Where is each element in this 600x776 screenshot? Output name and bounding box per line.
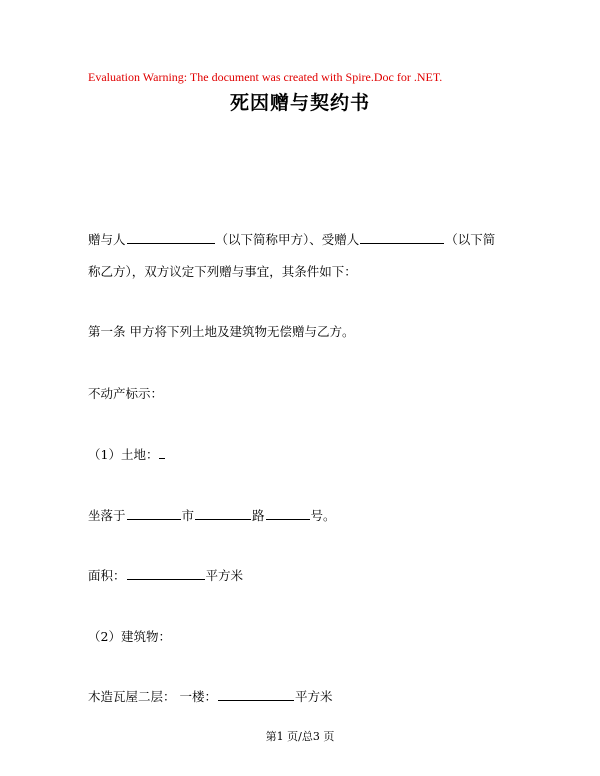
area-unit: 平方米: [205, 568, 244, 583]
wood-building-unit: 平方米: [294, 689, 333, 704]
donor-name-blank[interactable]: [127, 232, 215, 244]
area-label: 面积：: [88, 568, 126, 583]
building-label: （2）建筑物：: [88, 629, 171, 644]
donor-alias-text: （以下简称甲方）、受赠人: [215, 232, 360, 247]
evaluation-warning: Evaluation Warning: The document was created with Spire.Doc for .NET.: [88, 70, 443, 84]
area-blank[interactable]: [127, 568, 205, 580]
number-blank[interactable]: [266, 508, 310, 520]
donee-alias-text: （以下简: [445, 232, 496, 247]
paragraph-parties-cont: [88, 264, 518, 280]
area-line: [88, 568, 518, 584]
land-line: [88, 447, 518, 463]
road-blank[interactable]: [195, 508, 251, 520]
page-footer: 第1 页/总3 页: [265, 730, 335, 743]
city-blank[interactable]: [127, 508, 181, 520]
city-label: 市: [181, 508, 195, 523]
agreement-text: 称乙方），双方议定下列赠与事宜，其条件如下：: [88, 264, 357, 279]
property-label: 不动产标示：: [88, 386, 164, 401]
document-title: 死因赠与契约书: [229, 92, 370, 114]
road-label: 路: [252, 508, 265, 523]
land-blank[interactable]: [159, 447, 165, 459]
donee-name-blank[interactable]: [360, 232, 444, 244]
paragraph-parties: [88, 232, 518, 248]
number-label: 号。: [310, 508, 336, 523]
first-floor-area-blank[interactable]: [218, 689, 294, 701]
wood-building-label: 木造瓦屋二层： 一楼：: [88, 689, 217, 704]
location-label: 坐落于: [88, 508, 126, 523]
location-line: [88, 508, 518, 524]
wood-building-line: [88, 689, 518, 705]
land-label: （1）土地：: [88, 447, 159, 462]
donor-label: 赠与人: [88, 232, 126, 247]
article-1: 第一条 甲方将下列土地及建筑物无偿赠与乙方。: [88, 324, 355, 339]
